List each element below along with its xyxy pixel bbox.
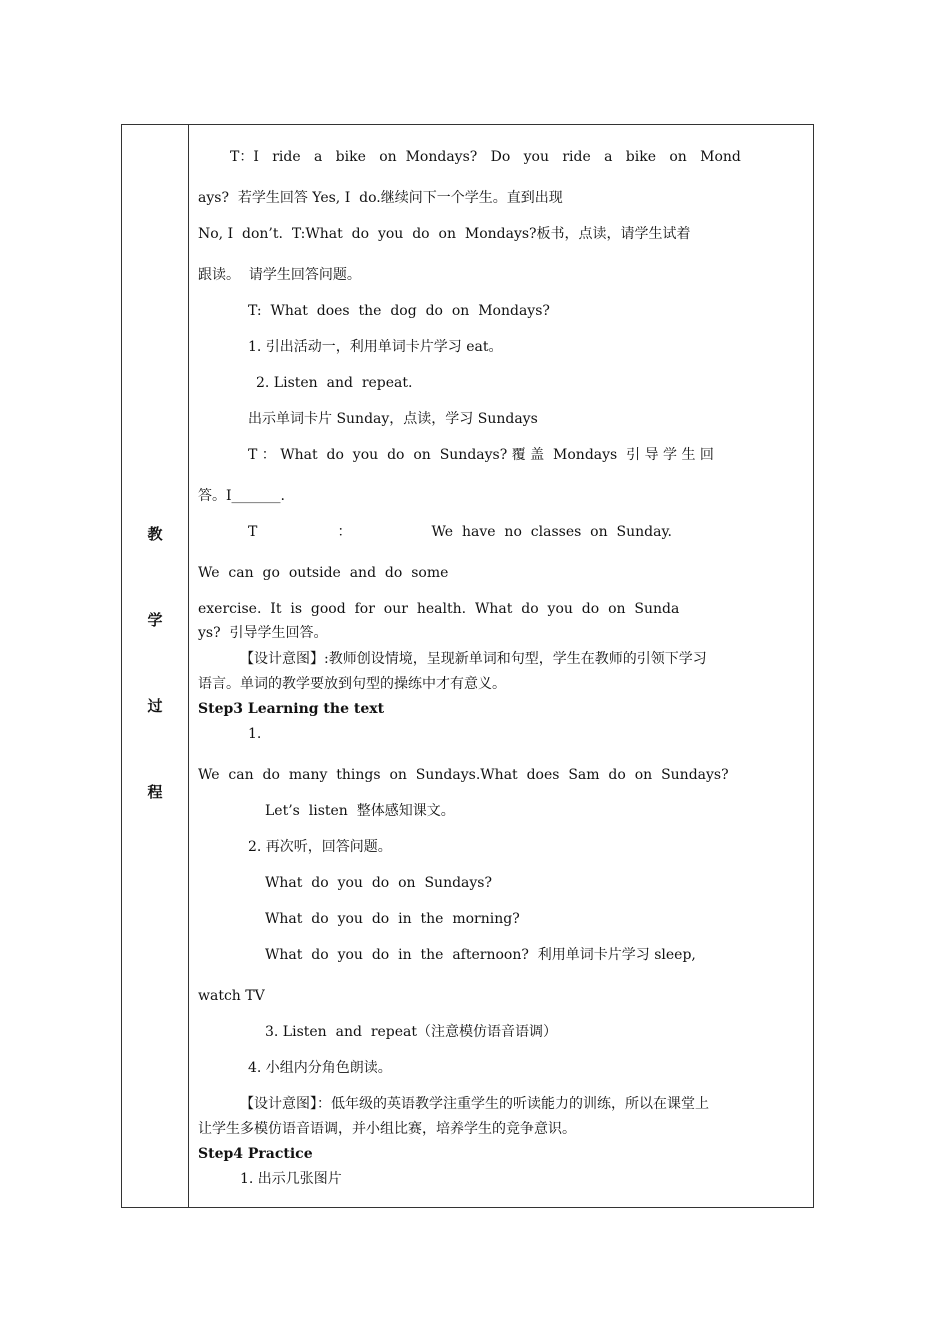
content-line: We can go outside and do some — [198, 565, 449, 581]
content-line: Let’s listen 整体感知课文。 — [265, 803, 455, 819]
content-line: ays? 若学生回答 Yes, I do.继续问下一个学生。直到出现 — [198, 190, 563, 206]
content-line: T ： What do you do on Sundays? 覆 盖 Mondays 引 导 学 生 回 — [248, 447, 714, 463]
side-label-char: 程 — [147, 783, 163, 801]
content-line: 4. 小组内分角色朗读。 — [248, 1060, 392, 1076]
content-line: 1. — [248, 726, 262, 742]
content-line: What do you do on Sundays? — [265, 875, 492, 891]
content-line: 3. Listen and repeat（注意模仿语音语调） — [265, 1024, 558, 1040]
content-line: 语言。单词的教学要放到句型的操练中才有意义。 — [198, 676, 506, 692]
content-line: We can do many things on Sundays.What does Sam do on Sundays? — [198, 767, 729, 783]
content-line: 【设计意图】：低年级的英语教学注重学生的听读能力的训练，所以在课堂上 — [240, 1096, 709, 1112]
content-line: Step3 Learning the text — [198, 701, 385, 717]
content-line: Step4 Practice — [198, 1146, 313, 1162]
content-line: 出示单词卡片 Sunday，点读，学习 Sundays — [248, 411, 538, 427]
content-line: exercise. It is good for our health. What do you do on Sunda — [198, 601, 680, 617]
content-line: 【设计意图】:教师创设情境，呈现新单词和句型，学生在教师的引领下学习 — [240, 651, 707, 667]
content-line: T ： We have no classes on Sunday. — [248, 524, 672, 540]
content-line: No, I don’t. T:What do you do on Mondays?板书，点读，请学生试着 — [198, 226, 691, 242]
content-line: What do you do in the morning? — [265, 911, 520, 927]
content-line: 跟读。 请学生回答问题。 — [198, 267, 361, 283]
content-line: 1. 出示几张图片 — [240, 1171, 342, 1187]
content-line: ys? 引导学生回答。 — [198, 625, 328, 641]
side-label-char: 过 — [147, 697, 163, 715]
content-line: 2. 再次听，回答问题。 — [248, 839, 392, 855]
side-label-char: 学 — [147, 611, 163, 629]
content-line: 2. Listen and repeat. — [256, 375, 413, 391]
content-line: What do you do in the afternoon? 利用单词卡片学习 sleep, — [265, 947, 696, 963]
content-line: T: What does the dog do on Mondays? — [248, 303, 550, 319]
column-divider — [188, 125, 189, 1207]
side-label-char: 教 — [147, 525, 163, 543]
content-line: 让学生多模仿语音语调，并小组比赛，培养学生的竞争意识。 — [198, 1121, 576, 1137]
content-line: watch TV — [198, 988, 265, 1004]
content-line: 1. 引出活动一，利用单词卡片学习 eat。 — [248, 339, 503, 355]
content-line: 答。I_______. — [198, 488, 285, 504]
content-line: T：I ride a bike on Mondays? Do you ride a bike on Mond — [230, 149, 741, 165]
